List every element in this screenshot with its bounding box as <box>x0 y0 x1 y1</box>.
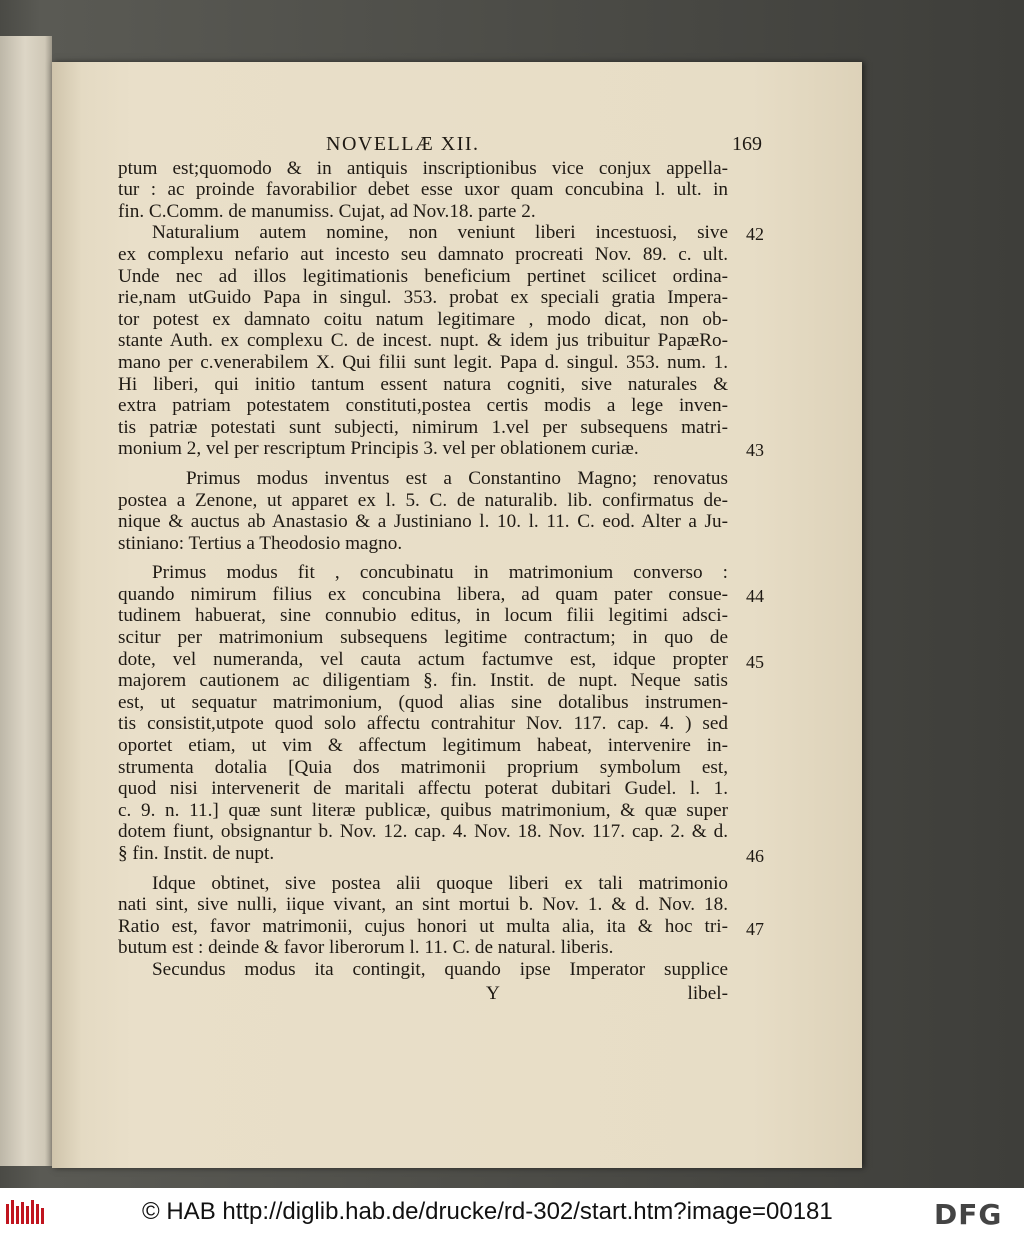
text-line: quod nisi intervenerit de maritali affectu poterat dubitari Gudel. l. 1. <box>118 778 728 800</box>
text-line: tudinem habuerat, sine connubio editus, in locum filii legitimi adsci- <box>118 605 728 627</box>
paragraph-5 <box>118 872 764 959</box>
text-line: nati sint, sive nulli, iique vivant, an sint mortui b. Nov. 1. & d. Nov. 18. <box>118 894 728 916</box>
running-head <box>118 133 762 156</box>
text-line: est, ut sequatur matrimonium, (quod alias sine dotalibus instrumen- <box>118 691 728 713</box>
text-line: tis patriæ potestati sunt subjecti, nimirum 1.vel per subsequens matri- <box>118 416 728 438</box>
catchword: libel- <box>687 982 728 1004</box>
paragraph-4 <box>118 562 764 867</box>
text-line: Primus modus fit , concubinatu in matrimonium converso : <box>152 562 728 584</box>
text-line: rie,nam utGuido Papa in singul. 353. probat ex speciali gratia Impera- <box>118 287 728 309</box>
text-line: postea a Zenone, ut apparet ex l. 5. C. de naturalib. lib. confirmatus de- <box>118 489 728 511</box>
text-line: stiniano: Tertius a Theodosio magno. <box>118 532 403 554</box>
text-line: strumenta dotalia [Quia dos matrimonii proprium symbolum est, <box>118 756 728 778</box>
text-line: fin. C.Comm. de manumiss. Cujat, ad Nov.18. parte 2. <box>118 200 536 222</box>
text-line: Secundus modus ita contingit, quando ipse Imperator supplice <box>152 958 728 980</box>
text-line: tur : ac proinde favorabilior debet esse uxor quam concubina l. ult. in <box>118 179 728 201</box>
text-line: Unde nec ad illos legitimationis beneficium pertinet scilicet ordina- <box>118 265 728 287</box>
copyright-link[interactable]: © HAB http://diglib.hab.de/drucke/rd-302/start.htm?image=00181 <box>142 1198 833 1225</box>
paragraph-1 <box>118 158 728 223</box>
text-line: § fin. Instit. de nupt. <box>118 843 275 864</box>
text-line: c. 9. n. 11.] quæ sunt literæ publicæ, quibus matrimonium, & quæ super <box>118 799 728 821</box>
text-line: Idque obtinet, sive postea alii quoque liberi ex tali matrimonio <box>152 872 728 894</box>
text-line: monium 2, vel per rescriptum Principis 3. vel per oblationem curiæ. <box>118 438 639 460</box>
text-line: tis consistit,utpote quod solo affectu contrahitur Nov. 117. cap. 4. ) sed <box>118 713 728 735</box>
margin-number: 43 <box>746 440 764 461</box>
paragraph-6 <box>118 959 728 981</box>
margin-number: 47 <box>746 918 764 939</box>
text-line: mano per c.venerabilem X. Qui filii sunt legit. Papa d. singul. 353. num. 1. <box>118 351 728 373</box>
text-line: quando nimirum filius ex concubina libera, ad quam pater consue- <box>118 583 728 605</box>
previous-page-edge <box>0 36 52 1166</box>
text-line: Ratio est, favor matrimonii, cujus honori ut multa alia, ita & hoc tri- <box>118 915 728 937</box>
paragraph-2 <box>118 222 764 461</box>
text-line: scitur per matrimonium subsequens legitime contractum; in quo de <box>118 627 728 649</box>
text-line: dote, vel numeranda, vel cauta actum factumve est, idque propter <box>118 648 728 670</box>
text-line: oportet etiam, ut vim & affectum legitimum habeat, intervenire in- <box>118 735 728 757</box>
text-line: Hi liberi, qui initio tantum essent natura cogniti, sive naturales & <box>118 373 728 395</box>
margin-number: 45 <box>746 652 764 673</box>
page-text-block <box>118 133 764 1004</box>
signature-mark: Y <box>486 982 500 1004</box>
text-line: butum est : deinde & favor liberorum l. 11. C. de natural. liberis. <box>118 937 614 959</box>
text-line: Primus modus inventus est a Constantino Magno; renovatus <box>186 467 728 489</box>
footer-bar <box>0 1188 1024 1238</box>
text-line: ex complexu nefario aut incesto seu damnato procreati Nov. 89. c. ult. <box>118 243 728 265</box>
text-line: tor potest ex damnato coitu natum legitimare , modo dicat, non ob- <box>118 308 728 330</box>
paragraph-3 <box>118 468 728 554</box>
text-line: nique & auctus ab Anastasio & a Justiniano l. 10. l. 11. C. eod. Alter a Ju- <box>118 511 728 533</box>
margin-number: 46 <box>746 846 764 867</box>
margin-number: 42 <box>746 224 764 245</box>
text-line: Naturalium autem nomine, non veniunt liberi incestuosi, sive <box>152 222 728 244</box>
hab-logo-icon <box>6 1200 46 1226</box>
text-line: dotem fiunt, obsignantur b. Nov. 12. cap. 4. Nov. 18. Nov. 117. cap. 2. & d. <box>118 821 728 843</box>
text-line: stante Auth. ex complexu C. de incest. nupt. & idem jus tribuitur PapæRo- <box>118 330 728 352</box>
book-page <box>52 62 862 1168</box>
text-line: extra patriam potestatem constituti,postea certis modis a lege inven- <box>118 395 728 417</box>
text-line: ptum est;quomodo & in antiquis inscriptionibus vice conjux appella- <box>118 157 728 179</box>
page-number: 169 <box>732 133 762 155</box>
margin-number: 44 <box>746 586 764 607</box>
dfg-logo: DFG <box>934 1198 1003 1231</box>
running-title: NOVELLÆ XII. <box>326 133 480 155</box>
signature-line <box>118 983 728 1005</box>
text-line: majorem cautionem ac diligentiam §. fin. Instit. de nupt. Neque satis <box>118 670 728 692</box>
